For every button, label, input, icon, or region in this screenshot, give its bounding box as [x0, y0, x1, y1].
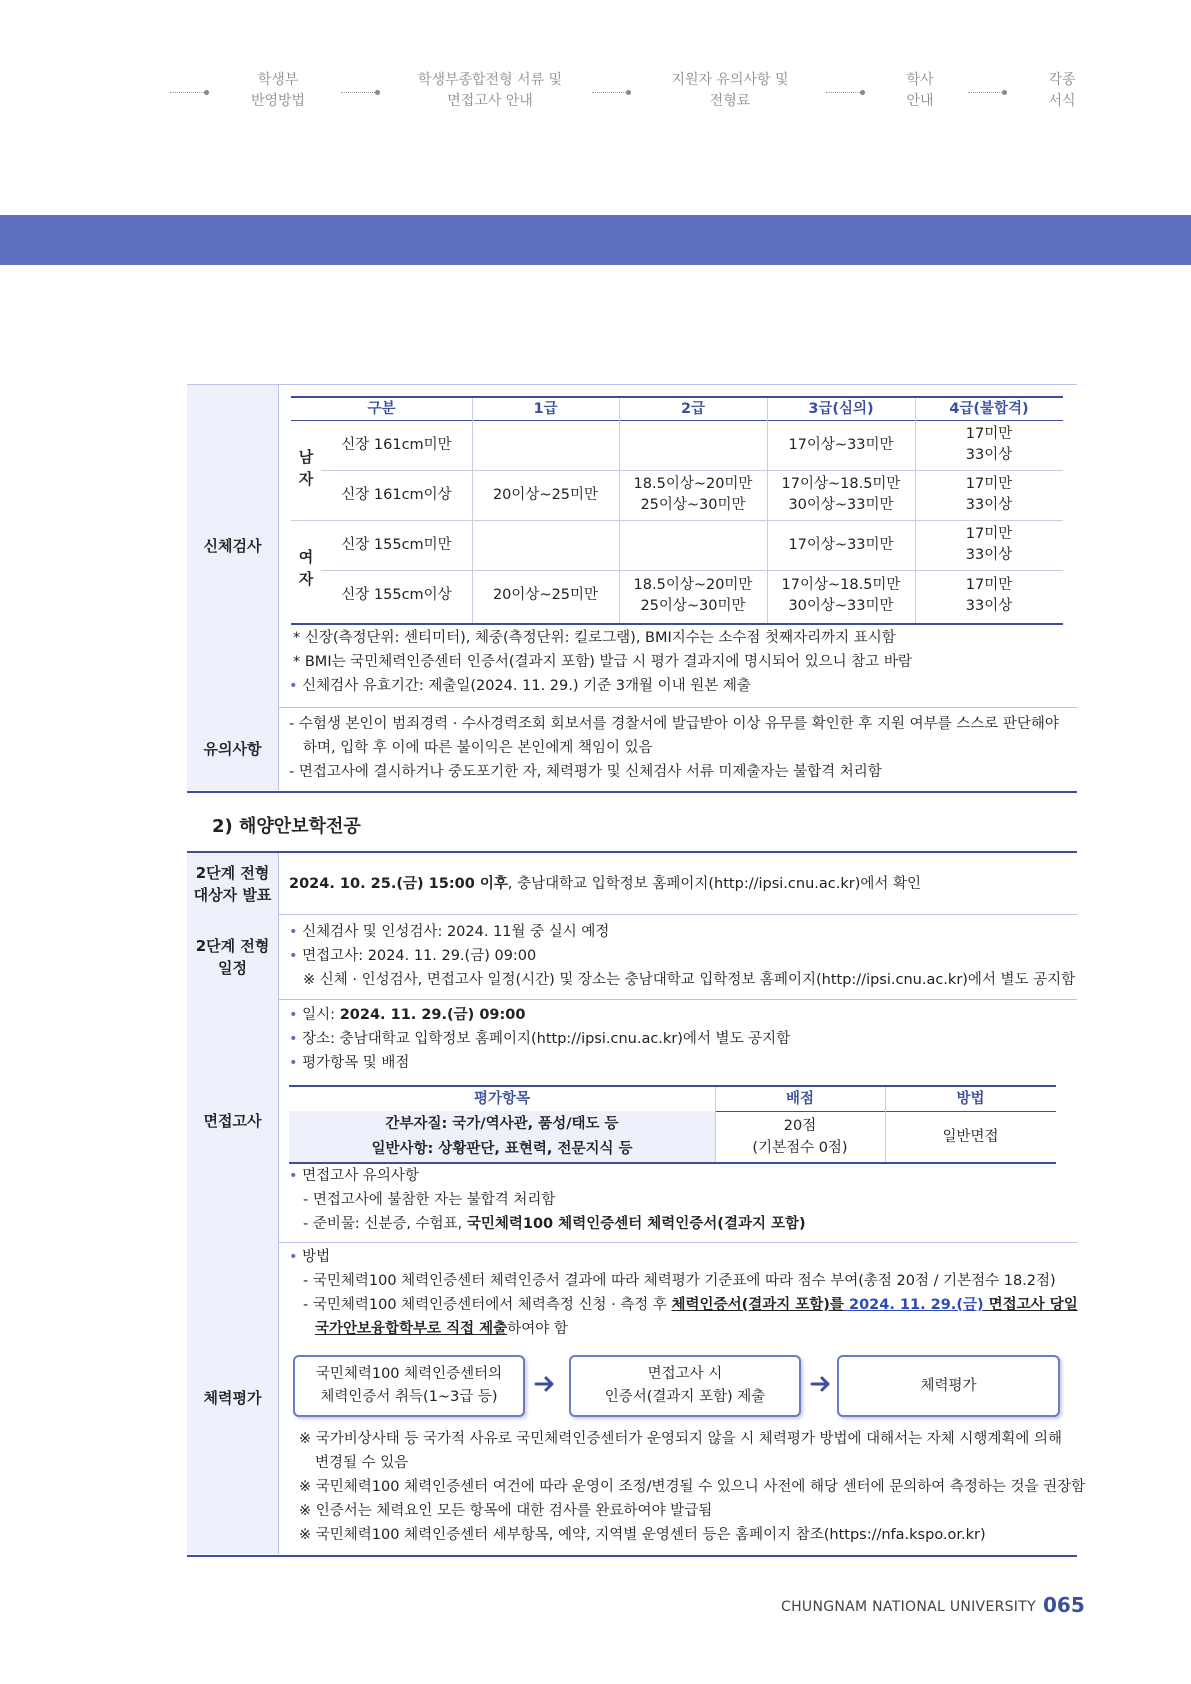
fitness-text: - 국민체력100 체력인증센터에서 체력측정 신청 · 측정 후 체력인증서(결과지 포함)를 2024. 11. 29.(금) 면접고사 당일: [303, 1297, 1078, 1313]
caution-label: 유의사항: [187, 707, 279, 790]
schedule-text: • 면접고사: 2024. 11. 29.(금) 09:00: [289, 948, 537, 964]
nav-item-applicant-notes[interactable]: 지원자 유의사항 및 전형료: [671, 72, 789, 109]
interview-note: - 준비물: 신분증, 수험표, 국민체력100 체력인증센터 체력인증서(결과지 포함): [303, 1216, 806, 1232]
caution-row: [187, 707, 1077, 790]
stage2-announce-label: 2단계 전형 대상자 발표: [187, 853, 279, 914]
top-navigation: [0, 70, 1191, 120]
table-header: 배점: [785, 1091, 814, 1107]
table-header: 3급(심의): [808, 401, 874, 417]
note-text: • 신체검사 유효기간: 제출일(2024. 11. 29.) 기준 3개월 이내 원본 제출: [289, 678, 751, 694]
table-cell: 17이상~33미만: [788, 536, 894, 553]
fitness-note: ※ 국가비상사태 등 국가적 사유로 국민체력인증센터가 운영되지 않을 시 체력평가 방법에 대해서는 자체 시행계획에 의해: [299, 1431, 1063, 1447]
fitness-note: ※ 국민체력100 체력인증센터 세부항목, 예약, 지역별 운영센터 등은 홈페이지 참조(https://nfa.kspo.or.kr): [299, 1527, 986, 1543]
section-subheading: 2) 해양안보학전공: [212, 816, 361, 837]
table-cell: 17이상~33미만: [788, 436, 894, 453]
nav-dot-leader: [341, 92, 377, 93]
table-header: 방법: [956, 1091, 985, 1107]
table-header: 평가항목: [473, 1091, 531, 1107]
physical-exam-table: [291, 396, 1063, 625]
interview-row: [187, 999, 1077, 1242]
physical-exam-section: [187, 384, 1077, 793]
fitness-row: [187, 1242, 1086, 1554]
fitness-note: ※ 국민체력100 체력인증센터 여건에 따라 운영이 조정/변경될 수 있으니 사전에 해당 센터에 문의하여 측정하는 것을 권장함: [299, 1479, 1086, 1495]
table-cell: 20이상~25미만: [492, 486, 599, 503]
table-cell: 20이상~25미만: [492, 587, 599, 603]
table-cell: 신장 161cm이상: [341, 486, 452, 503]
nav-item-forms[interactable]: 각종 서식: [1048, 72, 1076, 109]
male-label: 남 자: [298, 448, 314, 488]
table-cell: 일반사항: 상황판단, 표현력, 전문지식 등: [289, 1136, 715, 1162]
nav-dot-leader: [592, 92, 628, 93]
note-text: * 신장(측정단위: 센티미터), 체중(측정단위: 킬로그램), BMI지수는 소수점 첫째자리까지 표시함: [293, 630, 896, 646]
nav-item-student-record[interactable]: 학생부 반영방법: [250, 72, 306, 109]
fitness-method-title: • 방법: [289, 1249, 331, 1265]
note-text: * BMI는 국민체력인증센터 인증서(결과지 포함) 발급 시 평가 결과지에 명시되어 있으니 참고 바람: [293, 654, 912, 670]
schedule-text: ※ 신체 · 인성검사, 면접고사 일정(시간) 및 장소는 충남대학교 입학정보 홈페이지(http://ipsi.cnu.ac.kr)에서 별도 공지함: [303, 972, 1076, 988]
flow-step-submit: 면접고사 시 인증서(결과지 포함) 제출: [569, 1355, 801, 1417]
fitness-label: 체력평가: [187, 1242, 279, 1554]
interview-items-title: • 평가항목 및 배점: [289, 1055, 410, 1071]
fitness-note: 변경될 수 있음: [315, 1455, 409, 1471]
maritime-security-section: [187, 851, 1086, 1557]
female-label: 여 자: [298, 548, 314, 588]
table-cell: [472, 420, 619, 470]
fitness-note: ※ 인증서는 체력요인 모든 항목에 대한 검사를 완료하여야 발급됨: [299, 1503, 713, 1519]
fitness-flow: [293, 1355, 1070, 1417]
nav-dot-leader: [968, 92, 1004, 93]
table-header: 구분: [367, 401, 396, 417]
stage2-announce-text: 2024. 10. 25.(금) 15:00 이후, 충남대학교 입학정보 홈페이지(http://ipsi.cnu.ac.kr)에서 확인: [289, 876, 921, 892]
table-cell: 17이상~18.5미만 30이상~33미만: [781, 476, 901, 513]
interview-place: • 장소: 충남대학교 입학정보 홈페이지(http://ipsi.cnu.ac.kr)에서 별도 공지함: [289, 1031, 791, 1047]
interview-note: - 면접고사에 불참한 자는 불합격 처리함: [303, 1192, 556, 1208]
nav-item-academic-info[interactable]: 학사 안내: [906, 72, 934, 109]
flow-step-certificate: 국민체력100 체력인증센터의 체력인증서 취득(1~3급 등): [293, 1355, 525, 1417]
nav-item-interview-guide[interactable]: 학생부종합전형 서류 및 면접고사 안내: [417, 72, 563, 109]
table-cell: 신장 161cm미만: [341, 436, 452, 453]
fitness-text: - 국민체력100 체력인증센터 체력인증서 결과에 따라 체력평가 기준표에 따라 점수 부여(총점 20점 / 기본점수 18.2점): [303, 1273, 1056, 1289]
table-cell: 18.5이상~20미만 25이상~30미만: [633, 476, 753, 513]
header-band: [0, 215, 1191, 265]
fitness-text: 국가안보융합학부로 직접 제출하여야 함: [315, 1321, 568, 1337]
flow-step-evaluation: 체력평가: [837, 1355, 1060, 1417]
table-cell: 18.5이상~20미만 25이상~30미만: [633, 576, 753, 614]
caution-text: - 면접고사에 결시하거나 중도포기한 자, 체력평가 및 신체검사 서류 미제출자는 불합격 처리함: [289, 764, 882, 780]
table-header: 4급(불합격): [949, 401, 1029, 417]
table-cell: [619, 420, 767, 470]
table-cell: 17미만 33이상: [965, 476, 1013, 513]
table-cell: [472, 520, 619, 570]
table-cell: 일반면접: [942, 1128, 999, 1145]
table-cell: 17미만 33이상: [965, 426, 1013, 463]
arrow-right-icon: [533, 1372, 557, 1396]
table-header: 1급: [533, 401, 558, 417]
table-cell: 17미만 33이상: [965, 576, 1013, 614]
interview-table: [289, 1085, 1056, 1164]
table-cell: 20점 (기본점수 0점): [752, 1117, 848, 1156]
physical-exam-row: [187, 385, 1077, 707]
table-cell: 17미만 33이상: [965, 526, 1013, 563]
nav-dot-leader: [826, 92, 862, 93]
stage2-schedule-label: 2단계 전형 일정: [187, 914, 279, 999]
page-number: 065: [1043, 1593, 1085, 1617]
table-cell: 간부자질: 국가/역사관, 품성/태도 등: [289, 1111, 715, 1136]
interview-date: • 일시: 2024. 11. 29.(금) 09:00: [289, 1007, 526, 1023]
schedule-text: • 신체검사 및 인성검사: 2024. 11월 중 실시 예정: [289, 924, 610, 940]
interview-notes-title: • 면접고사 유의사항: [289, 1168, 419, 1184]
table-cell: 신장 155cm이상: [341, 587, 452, 603]
nav-dot-leader: [170, 92, 206, 93]
caution-text: 하며, 입학 후 이에 따른 불이익은 본인에게 책임이 있음: [303, 740, 653, 756]
table-cell: 17이상~18.5미만 30이상~33미만: [781, 576, 901, 614]
table-cell: [619, 520, 767, 570]
stage2-schedule-row: [187, 914, 1077, 999]
caution-text: - 수험생 본인이 범죄경력 · 수사경력조회 회보서를 경찰서에 발급받아 이상 유무를 확인한 후 지원 여부를 스스로 판단해야: [289, 716, 1059, 732]
footer-university: CHUNGNAM NATIONAL UNIVERSITY: [781, 1599, 1036, 1615]
stage2-announce-row: [187, 853, 1077, 914]
physical-exam-label: 신체검사: [187, 385, 279, 707]
arrow-right-icon: [809, 1372, 833, 1396]
table-cell: 신장 155cm미만: [341, 536, 452, 553]
table-header: 2급: [680, 401, 706, 417]
interview-label: 면접고사: [187, 999, 279, 1242]
